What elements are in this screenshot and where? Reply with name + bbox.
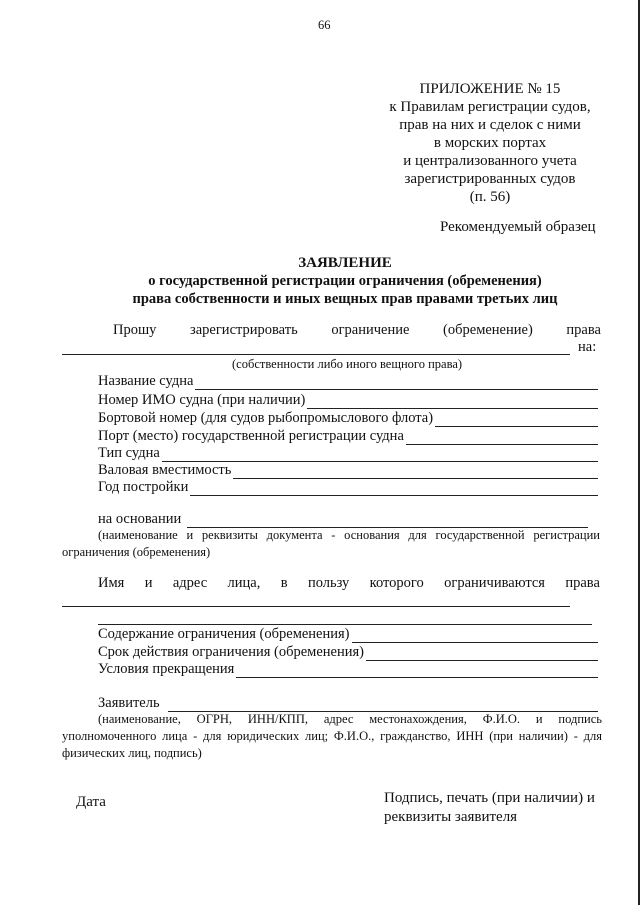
appendix-title: ПРИЛОЖЕНИЕ № 15 xyxy=(419,81,561,97)
appendix-line: прав на них и сделок с ними xyxy=(399,117,581,133)
form-subtitle-2: права собственности и иных вещных прав правами третьих лиц xyxy=(132,291,558,307)
request-word: ограничение xyxy=(331,322,410,338)
beneficiary-blank-line-2[interactable] xyxy=(98,624,592,625)
vessel-name-field[interactable] xyxy=(98,373,598,390)
field-label: Тип судна xyxy=(98,445,160,461)
restriction-term-field[interactable] xyxy=(98,644,598,661)
gross-tonnage-field[interactable] xyxy=(98,462,598,479)
field-label: Валовая вместимость xyxy=(98,462,232,478)
page-number: 66 xyxy=(318,18,331,32)
field-label: Заявитель xyxy=(98,695,160,711)
beneficiary-word: которого xyxy=(369,575,424,591)
request-word: Прошу xyxy=(113,322,157,338)
beneficiary-word: ограничиваются xyxy=(444,575,545,591)
request-text xyxy=(113,322,601,339)
applicant-note: (наименование, ОГРН, ИНН/КПП, адрес местонахождения, Ф.И.О. и подпись уполномоченного лица - для юридических лиц; Ф.И.О., гражданство, ИНН (при наличии) - для физических лиц, подпись) xyxy=(62,712,602,760)
field-label: Год постройки xyxy=(98,479,189,495)
beneficiary-blank-line-1[interactable] xyxy=(62,606,570,607)
beneficiary-word: Имя xyxy=(98,575,125,591)
beneficiary-word: и xyxy=(144,575,153,591)
request-blank-line[interactable] xyxy=(62,354,570,355)
vessel-type-field[interactable] xyxy=(98,445,598,462)
imo-number-field[interactable] xyxy=(98,392,598,409)
termination-conditions-field[interactable] xyxy=(98,661,598,678)
sample-label: Рекомендуемый образец xyxy=(440,219,596,235)
request-word: права xyxy=(566,322,601,338)
beneficiary-text xyxy=(98,575,600,592)
field-label: Порт (место) государственной регистрации судна xyxy=(98,428,404,444)
form-title: ЗАЯВЛЕНИЕ xyxy=(298,255,392,271)
appendix-line: в морских портах xyxy=(433,135,547,151)
restriction-content-field[interactable] xyxy=(98,626,598,643)
date-label: Дата xyxy=(76,794,106,810)
form-subtitle-1: о государственной регистрации ограничения (обременения) xyxy=(148,273,542,289)
board-number-field[interactable] xyxy=(98,410,598,427)
registration-port-field[interactable] xyxy=(98,428,598,445)
field-label: Название судна xyxy=(98,373,194,389)
form-heading xyxy=(60,254,630,308)
signature-line-2: реквизиты заявителя xyxy=(384,809,518,825)
field-label: Условия прекращения xyxy=(98,661,235,677)
basis-note: (наименование и реквизиты документа - основания для государственной регистрации ограничения (обременения) xyxy=(62,528,600,559)
field-label: на основании xyxy=(98,511,182,527)
applicant-field[interactable] xyxy=(98,695,598,712)
beneficiary-word: лица, xyxy=(227,575,261,591)
appendix-line: зарегистрированных судов xyxy=(404,171,576,187)
signature-block xyxy=(384,789,595,827)
beneficiary-word: в xyxy=(280,575,288,591)
beneficiary-word: права xyxy=(565,575,600,591)
appendix-line: (п. 56) xyxy=(469,189,511,205)
appendix-line: к Правилам регистрации судов, xyxy=(389,99,591,115)
request-hint: (собственности либо иного вещного права) xyxy=(232,357,463,371)
build-year-field[interactable] xyxy=(98,479,598,496)
beneficiary-word: адрес xyxy=(172,575,208,591)
field-label: Бортовой номер (для судов рыбопромыслового флота) xyxy=(98,410,434,426)
field-label: Срок действия ограничения (обременения) xyxy=(98,644,364,660)
field-label: Номер ИМО судна (при наличии) xyxy=(98,392,306,408)
appendix-block xyxy=(380,80,600,206)
request-word: зарегистрировать xyxy=(190,322,298,338)
field-label: Содержание ограничения (обременения) xyxy=(98,626,350,642)
basis-field[interactable] xyxy=(98,511,588,528)
signature-line-1: Подпись, печать (при наличии) и xyxy=(384,790,595,806)
beneficiary-word: пользу xyxy=(307,575,350,591)
appendix-line: и централизованного учета xyxy=(403,153,577,169)
request-word: (обременение) xyxy=(443,322,533,338)
request-tail: на: xyxy=(578,339,597,355)
